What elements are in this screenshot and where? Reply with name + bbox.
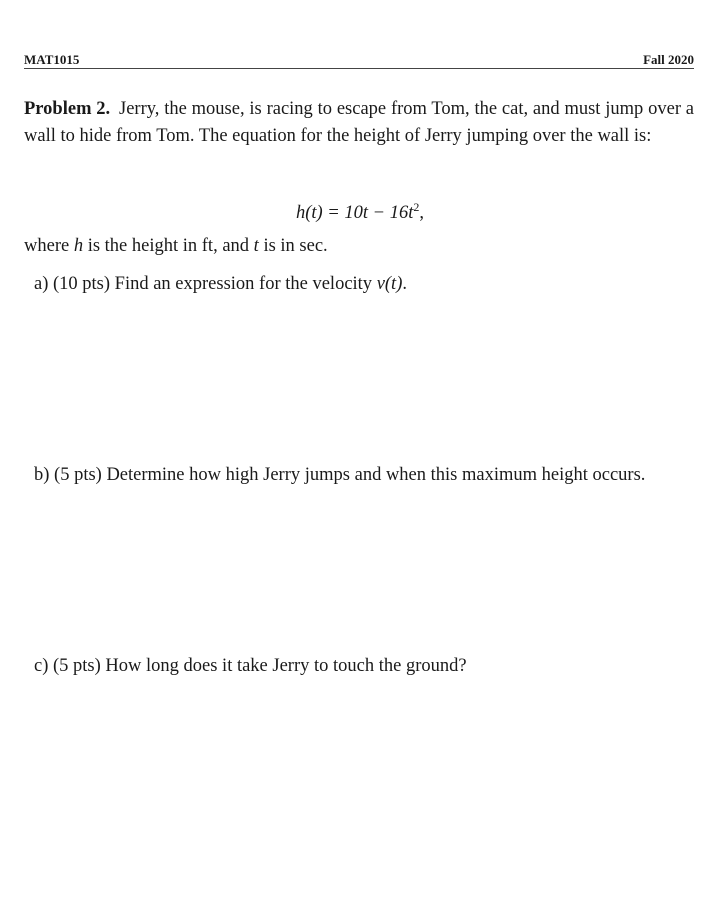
part-a-end: . [402, 274, 407, 294]
where-suffix: is in sec. [258, 236, 328, 256]
equation-trail: , [419, 203, 425, 224]
variable-definitions [24, 236, 328, 257]
problem-statement [24, 96, 694, 149]
equation-exponent: 2 [413, 200, 420, 214]
var-h: h [73, 236, 84, 256]
part-b: b) (5 pts) Determine how high Jerry jumps and when this maximum height occurs. [34, 465, 646, 485]
part-c: c) (5 pts) How long does it take Jerry to touch the ground? [34, 656, 467, 676]
page-header [24, 52, 694, 69]
term-label: Fall 2020 [643, 52, 694, 67]
problem-text: Jerry, the mouse, is racing to escape from Tom, the cat, and must jump over a wall to hide from Tom. The equation for the height of Jerry jumping over the wall is: [24, 99, 695, 146]
problem-label: Problem 2. [24, 99, 111, 119]
course-code: MAT1015 [24, 52, 80, 67]
part-a-var: v(t) [376, 274, 403, 294]
where-prefix: where [24, 236, 74, 256]
where-middle: is the height in ft, and [83, 236, 254, 256]
height-equation [0, 200, 720, 224]
part-a-text: a) (10 pts) Find an expression for the velocity [34, 274, 377, 294]
var-t: t [253, 236, 259, 256]
part-a [34, 274, 407, 295]
equation-text: h(t) = 10t − 16t [295, 203, 414, 224]
